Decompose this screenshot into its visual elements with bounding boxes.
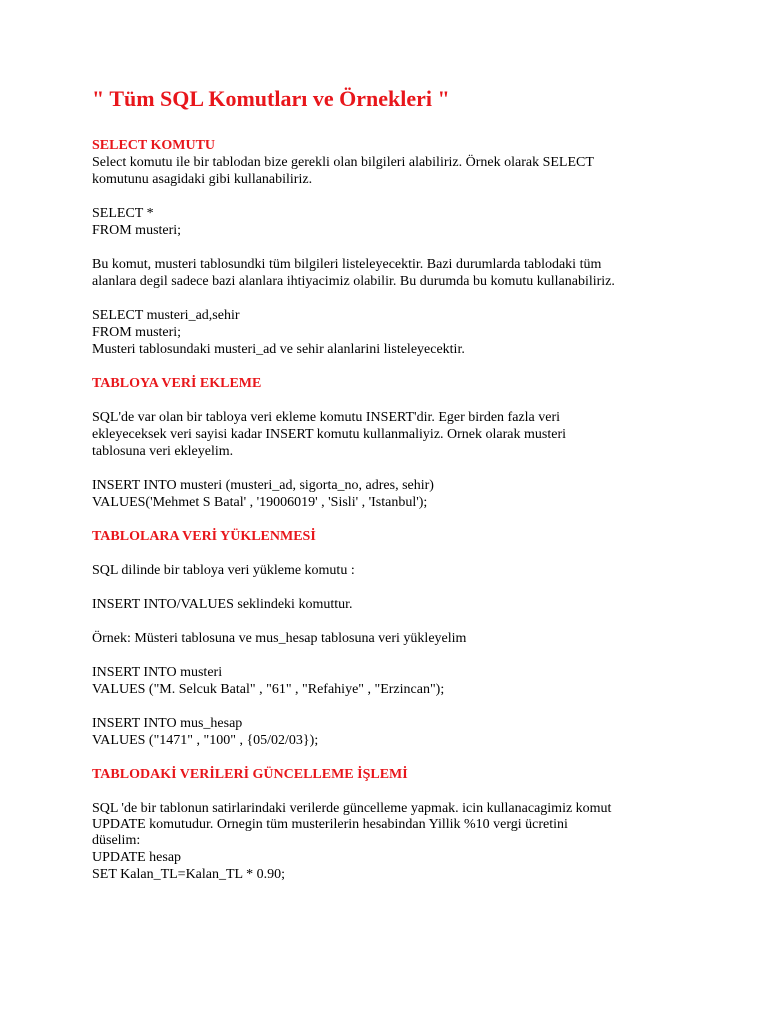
insert-code-line-2: VALUES('Mehmet S Batal' , '19006019' , 'Sisli' , 'Istanbul'); [92, 495, 428, 510]
select-desc2: Musteri tablosundaki musteri_ad ve sehir alanlarini listeleyecektir. [92, 342, 465, 357]
load-line-1: SQL dilinde bir tabloya veri yükleme komutu : [92, 563, 355, 578]
update-intro-line-1: SQL 'de bir tablonun satirlarindaki verilerde güncelleme yapmak. icin kullanacagimiz komut [92, 801, 612, 816]
select-code-line-2: FROM musteri; [92, 223, 182, 238]
document-page [92, 84, 692, 883]
load-line-2: INSERT INTO/VALUES seklindeki komuttur. [92, 597, 353, 612]
section-heading-update: TABLODAKİ VERİLERİ GÜNCELLEME İŞLEMİ [92, 767, 408, 782]
select-code-line-1: SELECT * [92, 206, 154, 221]
select-intro-line-1: Select komutu ile bir tablodan bize gerekli olan bilgileri alabiliriz. Örnek olarak SELECT [92, 155, 594, 170]
select-desc-line-1: Bu komut, musteri tablosundki tüm bilgileri listeleyecektir. Bazi durumlarda tablodaki tüm [92, 257, 602, 272]
update-intro-line-3: düselim: [92, 833, 141, 848]
update-code-line-1: UPDATE hesap [92, 850, 182, 865]
select-code2-line-1: SELECT musteri_ad,sehir [92, 308, 240, 323]
select-intro-line-2: komutunu asagidaki gibi kullanabiliriz. [92, 172, 313, 187]
insert-intro-line-1: SQL'de var olan bir tabloya veri ekleme komutu INSERT'dir. Eger birden fazla veri [92, 410, 561, 425]
load-code2-line-2: VALUES ("1471" , "100" , {05/02/03}); [92, 733, 319, 748]
update-code-line-2: SET Kalan_TL=Kalan_TL * 0.90; [92, 867, 285, 882]
insert-intro-line-2: ekleyeceksek veri sayisi kadar INSERT komutu kullanmaliyiz. Ornek olarak musteri [92, 427, 566, 442]
insert-intro-line-3: tablosuna veri ekleyelim. [92, 444, 234, 459]
load-code1-line-1: INSERT INTO musteri [92, 665, 223, 680]
load-code2-line-1: INSERT INTO mus_hesap [92, 716, 243, 731]
load-line-3: Örnek: Müsteri tablosuna ve mus_hesap tablosuna veri yükleyelim [92, 631, 467, 646]
insert-code-line-1: INSERT INTO musteri (musteri_ad, sigorta_no, adres, sehir) [92, 478, 434, 493]
load-code1-line-2: VALUES ("M. Selcuk Batal" , "61" , "Refahiye" , "Erzincan"); [92, 682, 445, 697]
select-desc-line-2: alanlara degil sadece bazi alanlara ihtiyacimiz olabilir. Bu durumda bu komutu kullanabiliriz. [92, 274, 615, 289]
select-code2-line-2: FROM musteri; [92, 325, 182, 340]
update-intro-line-2: UPDATE komutudur. Ornegin tüm musterilerin hesabindan Yillik %10 vergi ücretini [92, 817, 568, 832]
section-heading-load: TABLOLARA VERİ YÜKLENMESİ [92, 529, 316, 544]
section-heading-insert: TABLOYA VERİ EKLEME [92, 376, 262, 391]
document-title: " Tüm SQL Komutları ve Örnekleri " [92, 86, 450, 111]
section-heading-select: SELECT KOMUTU [92, 138, 216, 153]
